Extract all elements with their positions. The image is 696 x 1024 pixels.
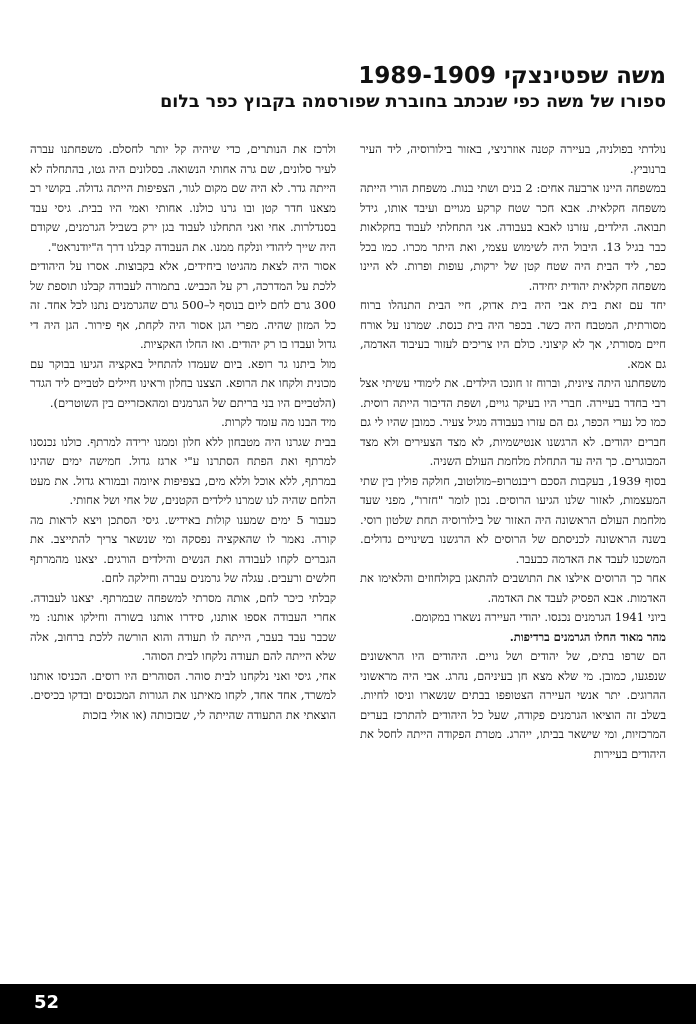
paragraph: כעבור 5 ימים שמענו קולות באידיש. גיסי הסתכן ויצא לראות מה קורה. נאמר לו שהאקציה נפסקה ומי שנשאר צריך להתייצב. את הגברים לקחו לעבודה ואת הנשים והילדים הורגים. יצאנו מהמרתף חלשים ורעבים. עגלה של גרמנים עברה וחילקה לחם. — [30, 512, 336, 585]
paragraph: אחר כך הרוסים אילצו את התושבים להתאגן בקולחוזים והלאימו את האדמות. אבא הפסיק לעבד את האדמה. — [360, 571, 666, 605]
paragraph: הם שרפו בתים, של יהודים ושל גויים. היהודים היו הראשונים שנפגעו, כמובן. מי שלא מצא חן בעיניהם, נהרג. אבי היה מראשוני ההרוגים. יתר אנשי העיירה הצטופפו בבתים שנשארו וניסו לחיות. בשלב זה הוציאו הגרמנים פקודה, שעל כל היהודים להתרכז בערים המרכזיות, ומי שישאר בביתו, ייהרג. מטרת הפקודה הייתה לחסל את היהודים בעיירות — [360, 649, 666, 761]
right-column — [360, 140, 666, 970]
page-number: 52 — [34, 992, 60, 1013]
page-footer — [0, 984, 696, 1024]
paragraph: יחד עם זאת בית אבי היה בית אדוק, חיי הבית התנהלו ברוח מסורתית, המטבח היה כשר. בכפר היה בית כנסת. שמרנו על אורח חיים מסורתי, אך לא קיצוני. כולם היו צריכים לעזור בעיבוד האדמה, גם אמא. — [360, 298, 666, 371]
paragraph: נולדתי בפולניה, בעיירה קטנה אוזרניצי, באזור בילורוסיה, ליד העיר ברנוביץ. — [360, 142, 666, 176]
paragraph: מיד הבנו מה עומד לקרות. — [221, 415, 336, 429]
paragraph: משפחתנו היתה ציונית, וברוח זו חונכו הילדים. את לימודי עשיתי אצל רבי בחדר בעיירה. חברי היו בעיקר גויים, ושפת הדיבור הייתה רוסית. כמו כל נערי הכפר, גם הם עזרו בעבודה מגיל צעיר. כמובן שהיו לי גם חברים יהודים. לא הרגשנו אנטישמיות, לא מצד הצעירים ולא מצד המבוגרים. כך היה עד התחלת מלחמת העולם השניה. — [360, 376, 666, 468]
paragraph: בבית שגרנו היה מטבחון ללא חלון וממנו ירידה למרתף. כולנו נכנסנו למרתף ואת הפתח הסתרנו ע"י ארגז גדול. חמישה ימים שהינו במרתף, ללא אוכל וללא מים, בצפיפות איומה ובמורא גדול. את מעט הלחם שהיה לנו שמרנו לילדים הקטנים, של אחי ושל אחותי. — [30, 434, 336, 507]
article-subtitle: ספורו של משה כפי שנכתב בחוברת שפורסמה בקבוץ כפר בלום — [160, 92, 666, 112]
paragraph: קבלתי כיכר לחם, אותה מסרתי למשפחה שבמרתף. יצאנו לעבודה. אחרי העבודה אספו אותנו, סידרו אותנו בשורה וחילקו אותנו: מי שכבר עבד בעבר, הייתה לו תעודה והוא הורשה ללכת ברחוב, אלה שלא הייתה להם תעודה נלקחו לבית הסוהר. — [30, 590, 336, 663]
article-body — [30, 140, 666, 970]
paragraph: בסוף 1939, בעקבות הסכם ריבנטרופ–מולוטוב, חולקה פולין בין שתי המעצמות, לאזור שלנו הגיעו הרוסים. נכון לומר "חזרו", מפני שעד מלחמת העולם הראשונה היה האזור של בילורוסיה תחת שלטון רוסי. בשנה הראשונה לכניסתם של הרוסים לא הרגשנו בשינויים גדולים. המשכנו לעבד את האדמה כבעבר. — [360, 473, 666, 566]
paragraph: במשפחה היינו ארבעה אחים: 2 בנים ושתי בנות. משפחת הורי הייתה משפחה חקלאית. אבא חכר שטח קרקע מגויים ועיבד אותו, גידל תבואה. הילדים, עזרנו לאבא בעבודה. אני התחלתי לעבוד בחקלאות כבר בגיל 13. היבול היה לשימוש עצמי, ואת היתר מכרו. כמו בכל כפר, ליד הבית היה שטח קטן של ירקות, עופות ופרות. לא היינו משפחה חקלאית יהודית יחידה. — [360, 181, 666, 293]
article-title: משה שפטינצקי 1989-1909 — [358, 63, 666, 89]
left-column — [30, 140, 336, 970]
paragraph: אסור היה לצאת מהגיטו ביחידים, אלא בקבוצות. אסרו על היהודים ללכת על המדרכה, רק על הכביש. בתמורה לעבודה קבלנו תוספת של 300 גרם לחם ליום בנוסף ל–500 גרם שהגרמנים נתנו לכל אחד. זה כל המזון שהיה. מפרי הגן אסור היה לקחת, אף פירור. הגן היה די גדול ועבדו בו רק יהודים. ואז החלו האקציות. — [30, 259, 336, 351]
paragraph: ביוני 1941 הגרמנים נכנסו. יהודי העיירה נשארו במקומם. — [410, 610, 666, 624]
section-heading: מהר מאוד החלו הגרמנים ברדיפות. — [509, 629, 666, 644]
page-header — [30, 62, 666, 114]
paragraph: ולרכז את הנותרים, כדי שיהיה קל יותר לחסלם. משפחתנו עברה לעיר סלונים, שם גרה אחותי הנשואה. בסלונים היה גטו, בהתחלה לא הייתה גדר. לא היה שם מקום לגור, הצפיפות הייתה גדולה. בקושי רב מצאנו חדר קטן ובו גרנו כולנו. אחותי ואמי היו בבית. גיסי עבד בסנדלרות. אחי ואני התחלנו לעבוד בגן ירק בשביל הגרמנים, שקודם היה שייך ליהודי ונלקח ממנו. את העבודה קבלנו דרך ה"יודנראט". — [30, 142, 336, 254]
paragraph: מול ביתנו גר רופא. ביום שעמדו להתחיל באקציה הגיעו בבוקר עם מכונית ולקחו את הרופא. הצצנו בחלון וראינו חיילים לטביים ליד הגדר (הלטביים היו בני בריתם של הגרמנים ומהאכזריים בין השוטרים). — [30, 356, 336, 410]
paragraph: אחי, גיסי ואני נלקחנו לבית סוהר. הסוהרים היו רוסים. הכניסו אותנו למשרד, אחד אחד, לקחו מאיתנו את הגורות המכנסים ובדקו בכיסים. הוצאתי את התעודה שהייתה לי, שבזכותה (או אולי בזכות — [30, 668, 336, 722]
